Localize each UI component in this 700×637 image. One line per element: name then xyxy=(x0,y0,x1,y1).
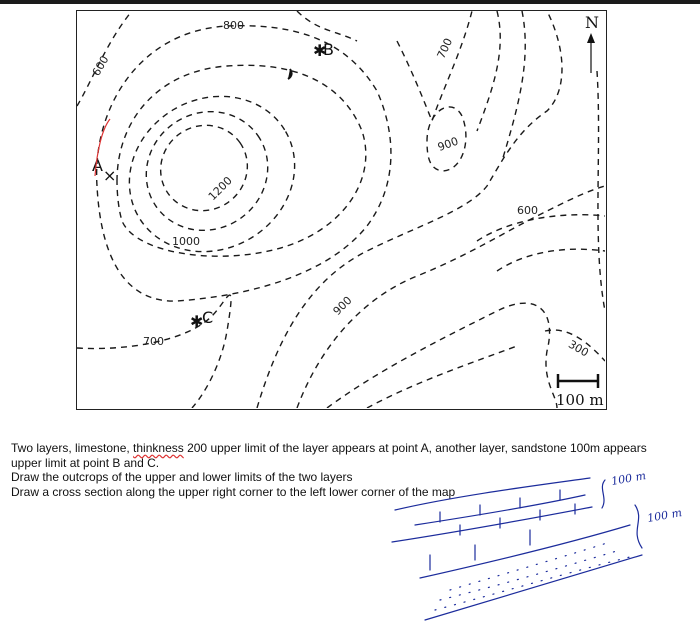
contour-1000 xyxy=(101,67,323,282)
contour-700-ne xyxy=(397,11,472,121)
contour-1200 xyxy=(144,108,264,227)
sketch-line-bottom xyxy=(425,555,642,620)
point-c-label: C xyxy=(202,308,214,327)
question-line-4: Draw a cross section along the upper right corner to the left lower corner of the map xyxy=(11,484,456,499)
hand-drawn-cross-section-sketch xyxy=(380,460,690,635)
point-b-label: B xyxy=(323,40,334,59)
topographic-map xyxy=(76,10,607,410)
contour-800 xyxy=(97,26,391,301)
question-line-3: Draw the outcrops of the upper and lower limits of the two layers xyxy=(11,470,353,484)
point-b-marker: ✱ xyxy=(313,41,327,60)
contour-north-east-2 xyxy=(502,11,525,161)
north-arrowhead-icon xyxy=(587,33,595,43)
question-line-2: upper limit at point B and C. xyxy=(11,455,160,470)
contour-label-900-ridge: 900 xyxy=(330,293,355,318)
contour-label-800: 800 xyxy=(223,19,244,32)
contour-north-east-1 xyxy=(477,11,500,131)
contour-label-600-e: 600 xyxy=(517,204,538,217)
sketch-bracket-top xyxy=(602,480,605,508)
contour-900-hill xyxy=(117,65,366,256)
sketch-sandstone-dots xyxy=(435,542,630,610)
contour-label-900-small: 900 xyxy=(435,134,461,154)
contour-south-2 xyxy=(367,346,517,408)
contour-south-1 xyxy=(327,303,557,408)
top-bar xyxy=(0,0,700,4)
question-line-1: Two layers, limestone, thinkness 200 upper limit of the layer appears at point A, another layer, sandstone 100m appears xyxy=(11,441,647,455)
scale-label: 100 m xyxy=(556,391,604,408)
point-c-marker: ✱ xyxy=(190,312,204,331)
contour-label-1000: 1000 xyxy=(172,235,200,248)
sketch-label-top: 100 m xyxy=(610,469,647,488)
sketch-line-top xyxy=(395,478,590,510)
contour-500-east xyxy=(597,71,605,311)
contour-label-700-sw: 700 xyxy=(143,335,164,348)
point-a-label: A xyxy=(92,156,103,175)
north-label: N xyxy=(585,13,599,32)
small-mark xyxy=(288,69,292,79)
contour-label-300: 300 xyxy=(566,337,591,360)
contour-600-east-2 xyxy=(497,249,605,271)
sketch-label-bottom: 100 m xyxy=(646,506,683,525)
contour-north-1 xyxy=(297,11,357,41)
contour-label-600-nw: 600 xyxy=(89,53,112,79)
contour-map-drawing xyxy=(77,11,605,408)
misspelled-word: thinkness xyxy=(133,441,184,455)
point-a-marker: × xyxy=(103,166,117,185)
contour-label-1200: 1200 xyxy=(205,174,235,204)
contour-label-700-n: 700 xyxy=(434,36,456,61)
contour-600-east xyxy=(477,215,605,241)
sketch-bracket-bottom xyxy=(635,505,642,548)
